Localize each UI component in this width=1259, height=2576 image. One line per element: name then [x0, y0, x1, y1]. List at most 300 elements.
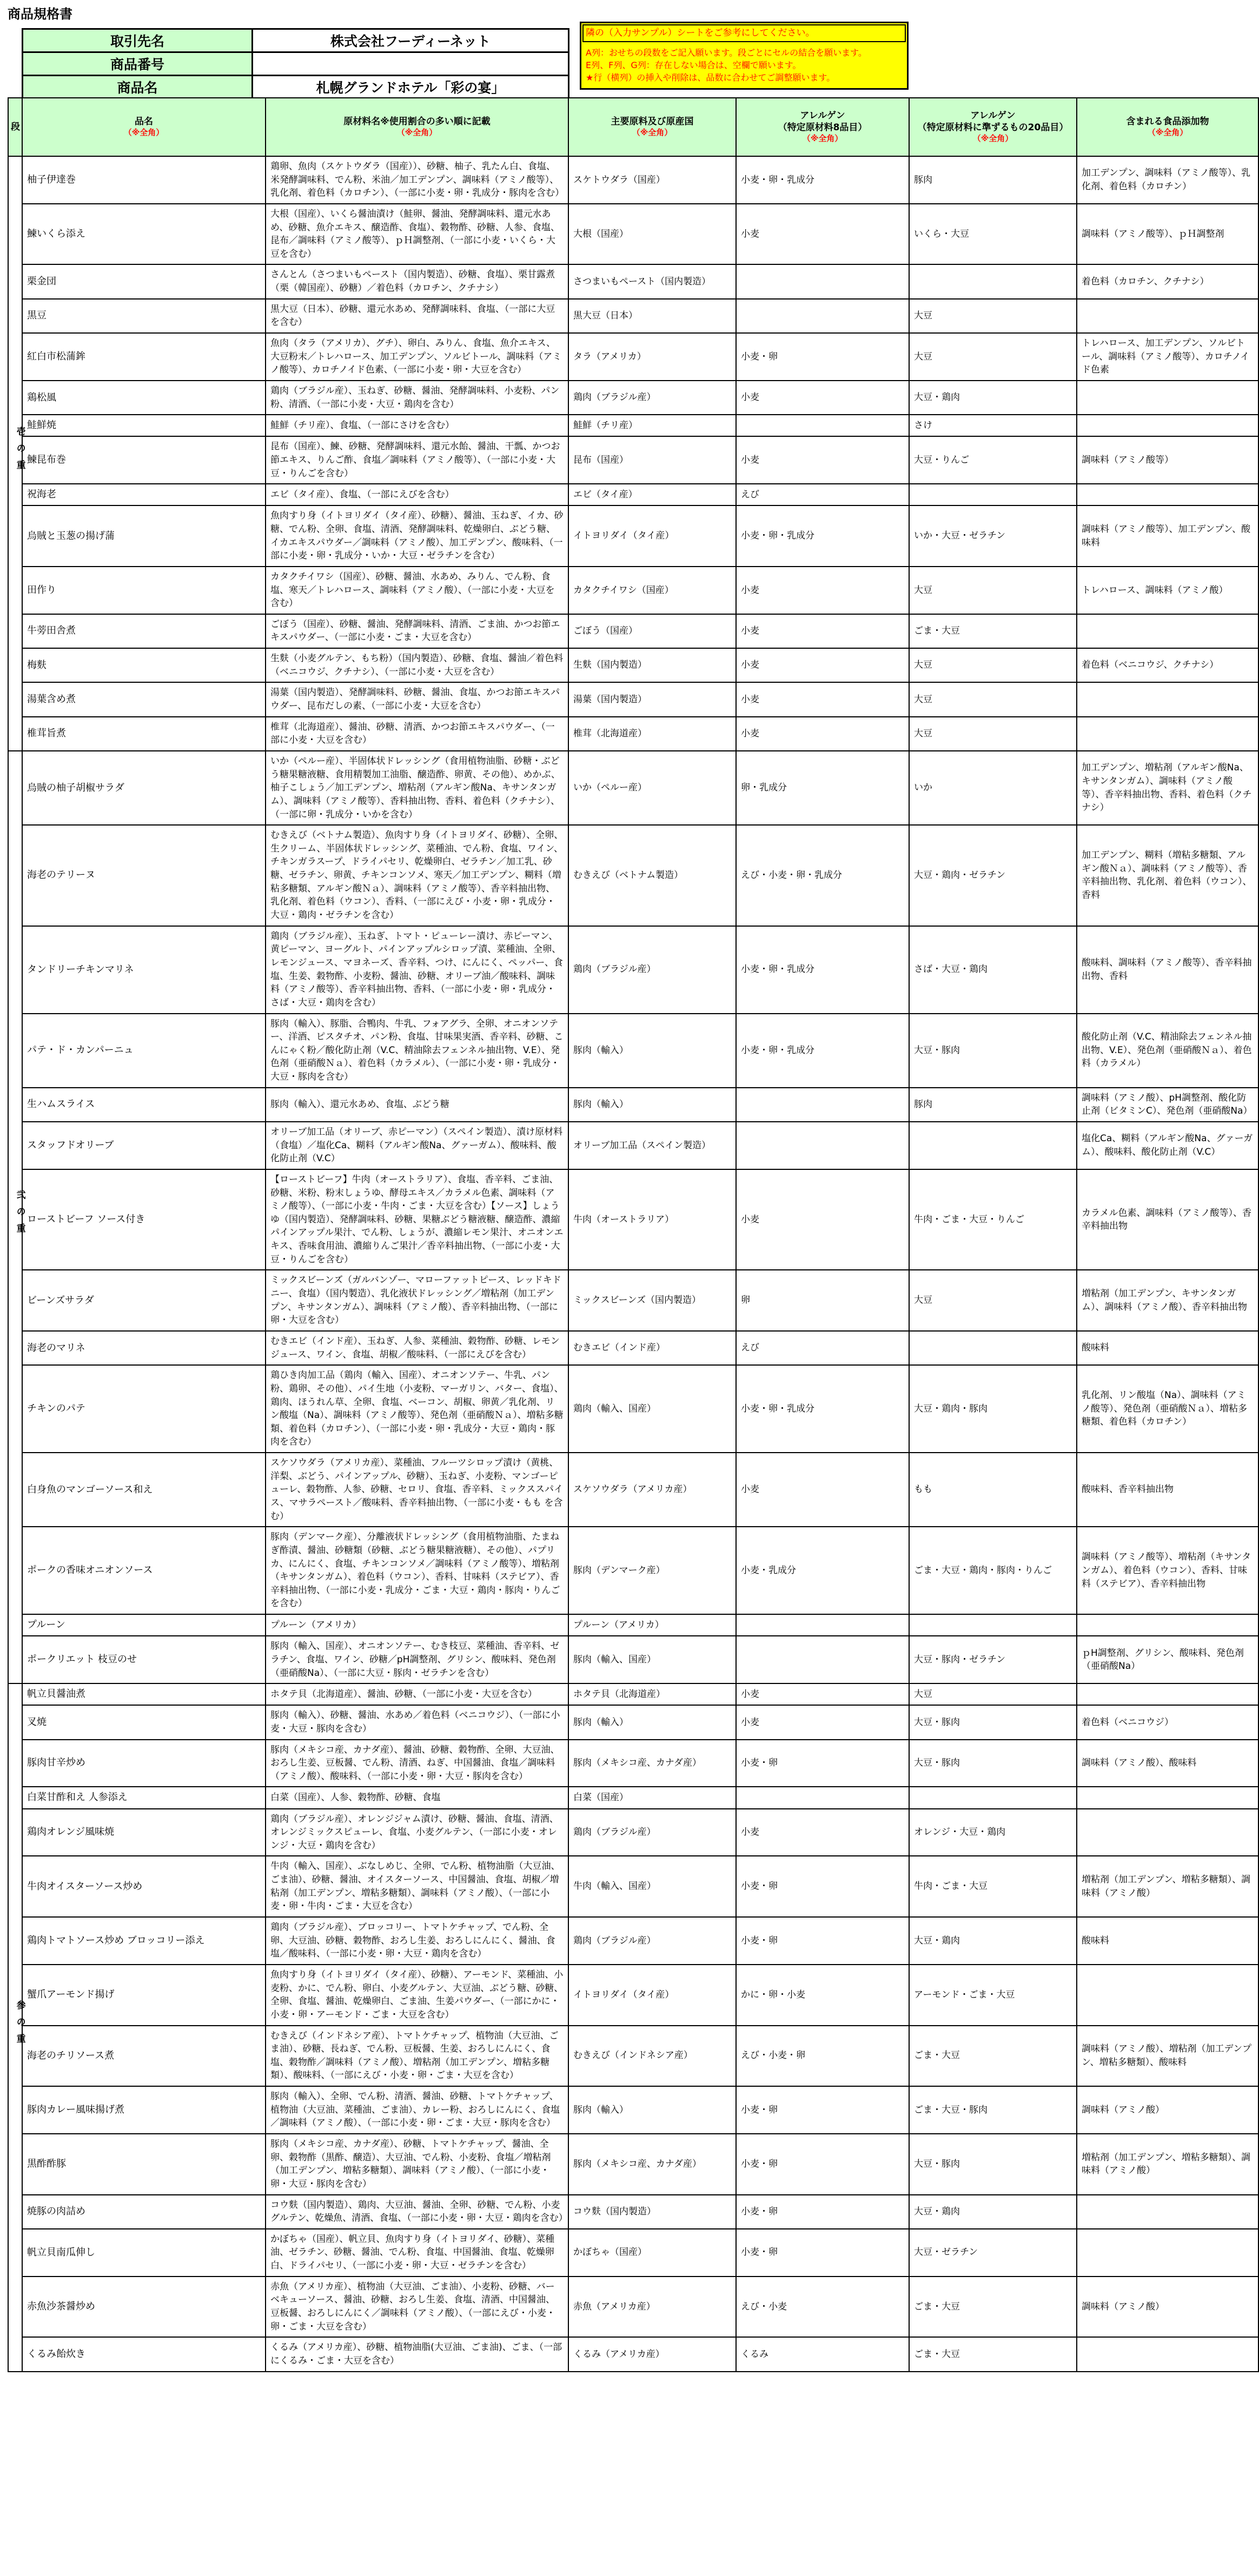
allergen-recommended-cell: 大豆・豚肉・ゼラチン [909, 1636, 1077, 1683]
origin-cell: エビ（タイ産） [568, 484, 736, 505]
table-row [8, 1965, 1258, 2026]
additives-cell: 着色料（カロチン、クチナシ） [1077, 264, 1258, 298]
table-row [8, 1740, 1258, 1787]
product-name-cell: 祝海老 [22, 484, 266, 505]
allergen-required-cell: 小麦 [736, 1453, 909, 1527]
table-row [8, 1453, 1258, 1527]
allergen-required-cell: 小麦 [736, 648, 909, 682]
product-name-cell: タンドリーチキンマリネ [22, 926, 266, 1014]
section-label-cell [8, 1683, 25, 2371]
allergen-recommended-cell: 大豆 [909, 682, 1077, 716]
table-row [8, 717, 1258, 751]
additives-cell [1077, 614, 1258, 648]
additives-cell: 調味料（アミノ酸） [1077, 2277, 1258, 2338]
origin-cell: かぼちゃ（国産） [568, 2229, 736, 2277]
allergen-required-cell: 小麦・卵 [736, 1856, 909, 1917]
additives-cell [1077, 2337, 1258, 2371]
additives-cell: トレハロース、調味料（アミノ酸） [1077, 567, 1258, 614]
table-row [8, 2026, 1258, 2087]
table-row [8, 926, 1258, 1014]
product-name-cell: 梅麩 [22, 648, 266, 682]
table-row [8, 1636, 1258, 1683]
additives-cell [1077, 1809, 1258, 1856]
section-label: 壱の重 [14, 426, 25, 477]
table-row [8, 415, 1258, 436]
origin-cell: スケトウダラ（国産） [568, 156, 736, 204]
ingredients-cell: 牛肉（輸入、国産）、ぶなしめじ、全卵、でん粉、植物油脂（大豆油、ごま油）、砂糖、醤油、オイスターソース、中国醤油、食塩、胡椒／増粘剤（加工デンプン、増粘多糖類）、調味料（アミノ酸）、（一部に小麦・卵・牛肉・ごま・大豆を含む） [266, 1856, 568, 1917]
ingredients-cell: 鶏肉（ブラジル産）、ブロッコリー、トマトケチャップ、でん粉、全卵、大豆油、砂糖、穀物酢、おろし生姜、おろしにんにく、醤油、食塩／酸味料、（一部に小麦・卵・大豆・鶏肉を含む） [266, 1917, 568, 1965]
ingredients-cell: ごぼう（国産）、砂糖、醤油、発酵調味料、清酒、ごま油、かつお節エキスパウダー、（一部に小麦・ごま・大豆を含む） [266, 614, 568, 648]
origin-cell: タラ（アメリカ） [568, 333, 736, 381]
ingredients-cell: むきえび（ベトナム製造）、魚肉すり身（イトヨリダイ、砂糖）、全卵、生クリーム、半固体状ドレッシング、菜種油、でん粉、食塩、ワイン、チキンガラスープ、ドライパセリ、乾燥卵白、ゼラチン／加工乳、砂糖、ゼラチン、卵黄、チキンコンソメ、寒天／加工デンプン、糊料（増粘多糖類、アルギン酸Ｎａ）、調味料（アミノ酸等）、香辛料抽出物、乳化剤、着色料（ウコン）、香料、（一部にえび・小麦・卵・乳成分・大豆・鶏肉・ゼラチンを含む） [266, 825, 568, 926]
origin-cell: オリーブ加工品（スペイン製造） [568, 1122, 736, 1169]
table-row [8, 1270, 1258, 1331]
product-name-cell: 白菜甘酢和え 人参添え [22, 1787, 266, 1808]
origin-cell: スケソウダラ（アメリカ産） [568, 1453, 736, 1527]
column-header-dan: 段 [8, 98, 22, 156]
allergen-required-cell: 小麦・卵 [736, 1917, 909, 1965]
origin-cell: 豚肉（輸入） [568, 1088, 736, 1122]
allergen-required-cell: 卵 [736, 1270, 909, 1331]
product-name-cell: 生ハムスライス [22, 1088, 266, 1122]
table-row [8, 567, 1258, 614]
allergen-recommended-cell: 大豆 [909, 648, 1077, 682]
origin-cell: さつまいもペースト（国内製造） [568, 264, 736, 298]
allergen-recommended-cell: 大豆・りんご [909, 436, 1077, 484]
allergen-recommended-cell: アーモンド・ごま・大豆 [909, 1965, 1077, 2026]
allergen-required-cell [736, 264, 909, 298]
additives-cell: トレハロース、加工デンプン、ソルビトール、調味料（アミノ酸等）、カロチノイド色素 [1077, 333, 1258, 381]
product-name-cell: 湯葉含め煮 [22, 682, 266, 716]
table-row [8, 1122, 1258, 1169]
column-header-ingredients: 原材料名※使用割合の多い順に記載 （※全角） [266, 98, 568, 156]
origin-cell: 豚肉（メキシコ産、カナダ産） [568, 1740, 736, 1787]
origin-cell: カタクチイワシ（国産） [568, 567, 736, 614]
additives-cell [1077, 682, 1258, 716]
product-name-cell: 海老のチリソース煮 [22, 2026, 266, 2087]
column-header-name: 品名 （※全角） [22, 98, 266, 156]
ingredients-cell: 【ローストビーフ】牛肉（オーストラリア）、食塩、香辛料、ごま油、砂糖、米粉、粉末しょうゆ、酵母エキス／カラメル色素、調味料（アミノ酸等）、（一部に小麦・牛肉・ごま・大豆を含む）【ソース】しょうゆ（国内製造）、発酵調味料、砂糖、果糖ぶどう糖液糖、醸造酢、濃縮パインアップル果汁、でん粉、しょうが、濃縮レモン果汁、オニオンエキス、香味食用油、濃縮りんご果汁／香辛料抽出物、（一部に小麦・大豆・りんごを含む） [266, 1169, 568, 1270]
allergen-recommended-cell: 大豆・ゼラチン [909, 2229, 1077, 2277]
spec-table [8, 97, 1259, 2372]
origin-cell: 鶏肉（ブラジル産） [568, 926, 736, 1014]
ingredients-cell: 鶏肉（ブラジル産）、玉ねぎ、トマト・ピューレー漬け、赤ピーマン、黄ピーマン、ヨーグルト、パインアップルシロップ漬、菜種油、全卵、レモンジュース、マヨネーズ、香辛料、つけ、にんにく、ペッパー、食塩、生姜、穀物酢、小麦粉、醤油、砂糖、オリーブ油／酸味料、調味料（アミノ酸等）、香辛料抽出物、香料、（一部に小麦・卵・乳成分・さば・大豆・鶏肉を含む） [266, 926, 568, 1014]
table-row [8, 682, 1258, 716]
ingredients-cell: さんとん（さつまいもペースト（国内製造）、砂糖、食塩）、栗甘露煮（栗（韓国産）、砂糖）／着色料（カロチン、クチナシ） [266, 264, 568, 298]
additives-cell: 調味料（アミノ酸）、酸味料 [1077, 1740, 1258, 1787]
allergen-required-cell: 小麦 [736, 1809, 909, 1856]
origin-cell: 牛肉（輸入、国産） [568, 1856, 736, 1917]
ingredients-cell: 豚肉（輸入）、豚脂、合鴨肉、牛乳、フォアグラ、全卵、オニオンソテー、洋酒、ピスタチオ、パン粉、食塩、甘味果実酒、香辛料、砂糖、こんにゃく粉／酸化防止剤（V.C、精油除去フェンネル抽出物、V.E）、発色剤（亜硝酸Ｎａ）、着色料（カラメル）、（一部に小麦・卵・乳成分・大豆・豚肉を含む） [266, 1014, 568, 1088]
origin-cell: 豚肉（輸入） [568, 1705, 736, 1739]
spec-table-body [8, 156, 1258, 2372]
product-name-cell: 焼豚の肉詰め [22, 2195, 266, 2229]
additives-cell: 加工デンプン、糊料（増粘多糖類、アルギン酸Ｎａ）、調味料（アミノ酸等）、香辛料抽出物、乳化剤、着色料（ウコン）、香料 [1077, 825, 1258, 926]
allergen-recommended-cell: 大豆 [909, 299, 1077, 333]
ingredients-cell: 豚肉（輸入）、砂糖、醤油、水あめ／着色料（ベニコウジ）、（一部に小麦・大豆・豚肉を含む） [266, 1705, 568, 1739]
allergen-recommended-cell: ごま・大豆 [909, 2026, 1077, 2087]
table-row [8, 1683, 1258, 1705]
additives-cell: ｐH調整剤、グリシン、酸味料、発色剤（亜硝酸Na） [1077, 1636, 1258, 1683]
ingredients-cell: スケソウダラ（アメリカ産）、菜種油、フルーツシロップ漬け（黄桃、洋梨、ぶどう、パインアップル、砂糖）、玉ねぎ、小麦粉、マンゴーピューレ、穀物酢、人参、砂糖、セロリ、食塩、香辛料、ミックススパイス、マサラペースト／酸味料、香辛料抽出物、（一部に小麦・もも を含む） [266, 1453, 568, 1527]
allergen-required-cell: 小麦・卵・乳成分 [736, 156, 909, 204]
additives-cell [1077, 717, 1258, 751]
origin-cell: 大根（国産） [568, 204, 736, 265]
ingredients-cell: 鮭鮮（チリ産）、食塩、（一部にさけを含む） [266, 415, 568, 436]
additives-cell: 酸味料、調味料（アミノ酸等）、香辛料抽出物、香料 [1077, 926, 1258, 1014]
additives-cell [1077, 1683, 1258, 1705]
table-row [8, 614, 1258, 648]
allergen-required-cell: えび [736, 1331, 909, 1365]
allergen-recommended-cell [909, 1787, 1077, 1808]
ingredients-cell: 鶏卵、魚肉（スケトウダラ（国産））、砂糖、柚子、乳たん白、食塩、米発酵調味料、でん粉、米油／加工デンプン、調味料（アミノ酸等）、乳化剤、着色料（カロチン）、（一部に小麦・卵・乳成分・豚肉を含む） [266, 156, 568, 204]
allergen-required-cell: 小麦・卵 [736, 2229, 909, 2277]
origin-cell: 黒大豆（日本） [568, 299, 736, 333]
ingredients-cell: かぼちゃ（国産）、帆立貝、魚肉すり身（イトヨリダイ、砂糖）、菜種油、ゼラチン、砂糖、醤油、でん粉、食塩、中国醤油、食塩、乾燥卵白、ドライパセリ、（一部に小麦・卵・大豆・ゼラチンを含む） [266, 2229, 568, 2277]
additives-cell: 調味料（アミノ酸）、pH調整剤、酸化防止剤（ビタミンC）、発色剤（亜硝酸Na） [1077, 1088, 1258, 1122]
product-name-cell: 鰊いくら添え [22, 204, 266, 265]
table-row [8, 1365, 1258, 1453]
additives-cell: 酸味料、香辛料抽出物 [1077, 1453, 1258, 1527]
table-row [8, 333, 1258, 381]
product-name-cell: 海老のテリーヌ [22, 825, 266, 926]
ingredients-cell: ミックスビーンズ（ガルバンゾー、マローファットピース、レッドキドニー、食塩）（国内製造）、乳化液状ドレッシング／増粘剤（加工デンプン、キサンタンガム）、調味料（アミノ酸）、香辛料抽出物、（一部に卵・大豆を含む） [266, 1270, 568, 1331]
header-row-client [23, 29, 569, 52]
table-row [8, 1614, 1258, 1636]
ingredients-cell: 鶏ひき肉加工品（鶏肉（輸入、国産）、オニオンソテー、牛乳、パン粉、鶏卵、その他）、パイ生地（小麦粉、マーガリン、バター、食塩）、鶏肉、ほうれん草、全卵、食塩、ベーコン、胡椒、卵黄／乳化剤、リン酸塩（Na）、調味料（アミノ酸等）、発色剤（亜硝酸Ｎａ）、増粘多糖類、着色料（カロチン）、（一部に小麦・卵・乳成分・大豆・鶏肉・豚肉を含む） [266, 1365, 568, 1453]
product-name-cell: ポークリエット 枝豆のせ [22, 1636, 266, 1683]
allergen-recommended-cell: 大豆 [909, 1270, 1077, 1331]
product-name-cell: 紅白市松蒲鉾 [22, 333, 266, 381]
origin-cell: 鶏肉（ブラジル産） [568, 1809, 736, 1856]
allergen-recommended-cell: さば・大豆・鶏肉 [909, 926, 1077, 1014]
product-name-cell: 牛肉オイスターソース炒め [22, 1856, 266, 1917]
table-row [8, 299, 1258, 333]
allergen-required-cell: えび・小麦 [736, 2277, 909, 2338]
ingredients-cell: 昆布（国産）、鰊、砂糖、発酵調味料、還元水飴、醤油、干瓢、かつお節エキス、りんご酢、食塩／調味料（アミノ酸等）、（一部に小麦・大豆・りんごを含む） [266, 436, 568, 484]
allergen-required-cell: 小麦 [736, 567, 909, 614]
allergen-required-cell: 小麦 [736, 1169, 909, 1270]
product-name-cell: ビーンズサラダ [22, 1270, 266, 1331]
table-row [8, 648, 1258, 682]
allergen-required-cell: 小麦 [736, 682, 909, 716]
table-row [8, 436, 1258, 484]
allergen-required-cell: 小麦 [736, 614, 909, 648]
additives-cell: 着色料（ベニコウジ、クチナシ） [1077, 648, 1258, 682]
product-name-cell: 海老のマリネ [22, 1331, 266, 1365]
table-row [8, 1809, 1258, 1856]
additives-cell [1077, 1614, 1258, 1636]
allergen-recommended-cell: 牛肉・ごま・大豆 [909, 1856, 1077, 1917]
allergen-recommended-cell [909, 264, 1077, 298]
origin-cell: 豚肉（輸入、国産） [568, 1636, 736, 1683]
allergen-recommended-cell: いか [909, 751, 1077, 825]
ingredients-cell: コウ麩（国内製造）、鶏肉、大豆油、醤油、全卵、砂糖、でん粉、小麦グルテン、乾燥魚、清酒、食塩、（一部に小麦・卵・大豆・鶏肉を含む） [266, 2195, 568, 2229]
product-name-cell: 鶏松風 [22, 381, 266, 415]
note-line: A列：おせちの段数をご記入願います。段ごとにセルの結合を願います。 [586, 47, 867, 58]
product-name-cell: 赤魚沙茶醤炒め [22, 2277, 266, 2338]
product-name-cell: 鮭鮮焼 [22, 415, 266, 436]
table-row [8, 2134, 1258, 2195]
origin-cell: イトヨリダイ（タイ産） [568, 505, 736, 567]
additives-cell [1077, 2195, 1258, 2229]
product-name-cell: チキンのパテ [22, 1365, 266, 1453]
table-row [8, 204, 1258, 265]
origin-cell: 椎茸（北海道産） [568, 717, 736, 751]
allergen-required-cell [736, 1636, 909, 1683]
column-header-origin: 主要原料及び原産国 （※全角） [568, 98, 736, 156]
ingredients-cell: くるみ（アメリカ産）、砂糖、植物油脂(大豆油、ごま油)、ごま、（一部にくるみ・ごま・大豆を含む） [266, 2337, 568, 2371]
additives-cell: 酸化防止剤（V.C、精油除去フェンネル抽出物、V.E）、発色剤（亜硝酸Ｎａ）、着色料（カラメル） [1077, 1014, 1258, 1088]
additives-cell: 着色料（ベニコウジ） [1077, 1705, 1258, 1739]
table-row [8, 2195, 1258, 2229]
allergen-required-cell: 小麦 [736, 717, 909, 751]
product-name-cell: 鶏肉オレンジ風味焼 [22, 1809, 266, 1856]
allergen-required-cell: 卵・乳成分 [736, 751, 909, 825]
allergen-recommended-cell: ごま・大豆・豚肉 [909, 2086, 1077, 2134]
table-row [8, 505, 1258, 567]
origin-cell: 鶏肉（ブラジル産） [568, 1917, 736, 1965]
allergen-required-cell: えび [736, 484, 909, 505]
product-name-cell: 帆立貝南瓜伸し [22, 2229, 266, 2277]
allergen-recommended-cell [909, 484, 1077, 505]
allergen-recommended-cell: さけ [909, 415, 1077, 436]
ingredients-cell: 椎茸（北海道産）、醤油、砂糖、清酒、かつお節エキスパウダー、（一部に小麦・大豆を含む） [266, 717, 568, 751]
allergen-required-cell [736, 1614, 909, 1636]
product-name-cell: 豚肉甘辛炒め [22, 1740, 266, 1787]
ingredients-cell: 大根（国産）、いくら醤油漬け（鮭卵、醤油、発酵調味料、還元水あめ、砂糖、魚介エキス、醸造酢、食塩）、穀物酢、砂糖、人参、食塩、昆布／調味料（アミノ酸等）、ｐＨ調整剤、（一部に小麦・いくら・大豆を含む） [266, 204, 568, 265]
document-title: 商品規格書 [8, 6, 72, 22]
ingredients-cell: 魚肉すり身（イトヨリダイ（タイ産）、砂糖）、アーモンド、菜種油、小麦粉、かに、でん粉、卵白、小麦グルテン、大豆油、ぶどう糖、砂糖、全卵、食塩、醤油、乾燥卵白、ごま油、生姜パウダー、（一部にかに・小麦・卵・アーモンド・ごま・大豆を含む） [266, 1965, 568, 2026]
product-name-cell: 蟹爪アーモンド揚げ [22, 1965, 266, 2026]
additives-cell [1077, 415, 1258, 436]
header-info-table [22, 28, 569, 99]
product-name-cell: パテ・ド・カンパーニュ [22, 1014, 266, 1088]
allergen-required-cell: 小麦 [736, 1683, 909, 1705]
table-row [8, 1787, 1258, 1808]
product-name-cell: 烏賊の柚子胡椒サラダ [22, 751, 266, 825]
table-row [8, 825, 1258, 926]
allergen-recommended-cell [909, 1614, 1077, 1636]
header-value [253, 52, 569, 76]
header-label: 商品名 [23, 76, 253, 99]
allergen-required-cell: 小麦 [736, 204, 909, 265]
allergen-required-cell [736, 1122, 909, 1169]
note-line: 隣の（入力サンプル）シートをご参考にしてください。 [582, 24, 906, 42]
allergen-recommended-cell: ごま・大豆 [909, 2337, 1077, 2371]
ingredients-cell: 鶏肉（ブラジル産）、玉ねぎ、砂糖、醤油、発酵調味料、小麦粉、パン粉、清酒、（一部に小麦・大豆・鶏肉を含む） [266, 381, 568, 415]
origin-cell: 生麩（国内製造） [568, 648, 736, 682]
product-name-cell: 柚子伊達巻 [22, 156, 266, 204]
allergen-recommended-cell [909, 1122, 1077, 1169]
allergen-required-cell: 小麦・卵 [736, 2195, 909, 2229]
origin-cell: 湯葉（国内製造） [568, 682, 736, 716]
product-name-cell: 帆立貝醤油煮 [22, 1683, 266, 1705]
header-value: 株式会社フーディーネット [253, 29, 569, 52]
table-row [8, 1088, 1258, 1122]
product-name-cell: くるみ飴炊き [22, 2337, 266, 2371]
product-name-cell: 鶏肉トマトソース炒め ブロッコリー添え [22, 1917, 266, 1965]
table-row [8, 484, 1258, 505]
additives-cell: 塩化Ca、糊料（アルギン酸Na、グァーガム）、酸味料、酸化防止剤（V.C） [1077, 1122, 1258, 1169]
origin-cell: むきえび（ベトナム製造） [568, 825, 736, 926]
allergen-recommended-cell: 豚肉 [909, 156, 1077, 204]
allergen-recommended-cell: 大豆・豚肉 [909, 1705, 1077, 1739]
product-name-cell: ポークの香味オニオンソース [22, 1527, 266, 1614]
allergen-required-cell: くるみ [736, 2337, 909, 2371]
product-name-cell: 豚肉カレー風味揚げ煮 [22, 2086, 266, 2134]
allergen-recommended-cell: いくら・大豆 [909, 204, 1077, 265]
origin-cell: 昆布（国産） [568, 436, 736, 484]
header-label: 取引先名 [23, 29, 253, 52]
table-row [8, 1856, 1258, 1917]
ingredients-cell: 豚肉（輸入）、全卵、でん粉、清酒、醤油、砂糖、トマトケチャップ、植物油（大豆油、菜種油、ごま油）、カレー粉、おろしにんにく、食塩／調味料（アミノ酸）、（一部に小麦・卵・ごま・大豆・豚肉を含む） [266, 2086, 568, 2134]
product-name-cell: 鰊昆布巻 [22, 436, 266, 484]
ingredients-cell: 黒大豆（日本）、砂糖、還元水あめ、発酵調味料、食塩、（一部に大豆を含む） [266, 299, 568, 333]
ingredients-cell: むきえび（インドネシア産）、トマトケチャップ、植物油（大豆油、ごま油）、砂糖、長ねぎ、でん粉、豆板醤、生姜、おろしにんにく、食塩、穀物酢／調味料（アミノ酸）、増粘剤（加工デンプン、増粘多糖類）、酸味料、（一部にえび・小麦・卵・ごま・大豆を含む） [266, 2026, 568, 2087]
product-name-cell: 黒酢酢豚 [22, 2134, 266, 2195]
product-name-cell: 白身魚のマンゴーソース和え [22, 1453, 266, 1527]
ingredients-cell: むきエビ（インド産）、玉ねぎ、人参、菜種油、穀物酢、砂糖、レモンジュース、ワイン、食塩、胡椒／酸味料、（一部にえびを含む） [266, 1331, 568, 1365]
section-label: 弐の重 [14, 1190, 25, 1241]
column-header-row [8, 98, 1258, 156]
allergen-recommended-cell: オレンジ・大豆・鶏肉 [909, 1809, 1077, 1856]
allergen-recommended-cell: 大豆 [909, 333, 1077, 381]
additives-cell: 調味料（アミノ酸等）、増粘剤（キサンタンガム）、着色料（ウコン）、香料、甘味料（ステビア）、香辛料抽出物 [1077, 1527, 1258, 1614]
section-label-cell [8, 751, 25, 1683]
allergen-recommended-cell: 大豆・鶏肉 [909, 2195, 1077, 2229]
note-line: E列、F列、G列：存在しない場合は、空欄で願います。 [586, 59, 801, 70]
origin-cell: ごぼう（国産） [568, 614, 736, 648]
ingredients-cell: 白菜（国産）、人参、穀物酢、砂糖、食塩 [266, 1787, 568, 1808]
allergen-recommended-cell: 大豆・鶏肉・豚肉 [909, 1365, 1077, 1453]
origin-cell: プルーン（アメリカ） [568, 1614, 736, 1636]
additives-cell: 調味料（アミノ酸等）、ｐＨ調整剤 [1077, 204, 1258, 265]
allergen-required-cell: 小麦 [736, 436, 909, 484]
allergen-recommended-cell: 大豆 [909, 1683, 1077, 1705]
header-row-product-name [23, 76, 569, 99]
origin-cell: コウ麩（国内製造） [568, 2195, 736, 2229]
allergen-required-cell: 小麦 [736, 1705, 909, 1739]
column-header-allergen-recommended: アレルゲン （特定原材料に準ずるもの20品目） （※全角） [909, 98, 1077, 156]
allergen-recommended-cell: 大豆 [909, 717, 1077, 751]
additives-cell [1077, 1787, 1258, 1808]
origin-cell: 白菜（国産） [568, 1787, 736, 1808]
section-label: 参の重 [14, 2000, 25, 2051]
additives-cell: 加工デンプン、調味料（アミノ酸等）、乳化剤、着色料（カロチン） [1077, 156, 1258, 204]
ingredients-cell: いか（ペルー産）、半固体状ドレッシング（食用植物油脂、砂糖・ぶどう糖果糖液糖、食用精製加工油脂、醸造酢、卵黄、その他）、めかぶ、柚子こしょう／加工デンプン、増粘剤（アルギン酸Na、キサンタンガム）、調味料（アミノ酸等）、香料抽出物、香料、着色料（クチナシ）、（一部に卵・乳成分・いかを含む） [266, 751, 568, 825]
origin-cell: ホタテ貝（北海道産） [568, 1683, 736, 1705]
ingredients-cell: プルーン（アメリカ） [266, 1614, 568, 1636]
allergen-required-cell: 小麦・卵 [736, 2086, 909, 2134]
origin-cell: むきえび（インドネシア産） [568, 2026, 736, 2087]
additives-cell: 増粘剤（加工デンプン、キサンタンガム）、調味料（アミノ酸）、香辛料抽出物 [1077, 1270, 1258, 1331]
allergen-required-cell [736, 1088, 909, 1122]
allergen-recommended-cell: 牛肉・ごま・大豆・りんご [909, 1169, 1077, 1270]
origin-cell: 牛肉（オーストラリア） [568, 1169, 736, 1270]
column-header-allergen-required: アレルゲン （特定原材料8品目） （※全角） [736, 98, 909, 156]
product-name-cell: ローストビーフ ソース付き [22, 1169, 266, 1270]
allergen-recommended-cell: もも [909, 1453, 1077, 1527]
ingredients-cell: 魚肉すり身（イトヨリダイ（タイ産）、砂糖）、醤油、玉ねぎ、イカ、砂糖、でん粉、全卵、食塩、清酒、発酵調味料、乾燥卵白、ぶどう糖、イカエキスパウダー／調味料（アミノ酸）、加工デンプン、酸味料、（一部に小麦・卵・乳成分・いか・大豆・ゼラチンを含む） [266, 505, 568, 567]
note-line: ★行（横列）の挿入や削除は、品数に合わせてご調整願います。 [586, 72, 836, 83]
ingredients-cell: オリーブ加工品（オリーブ、赤ピーマン）（スペイン製造）、漬け原材料（食塩）／塩化Ca、糊料（アルギン酸Na、グァーガム）、酸味料、酸化防止剤（V.C） [266, 1122, 568, 1169]
origin-cell: 豚肉（輸入） [568, 1014, 736, 1088]
origin-cell: 鶏肉（輸入、国産） [568, 1365, 736, 1453]
table-row [8, 1705, 1258, 1739]
origin-cell: くるみ（アメリカ産） [568, 2337, 736, 2371]
ingredients-cell: カタクチイワシ（国産）、砂糖、醤油、水あめ、みりん、でん粉、食塩、寒天／トレハロース、調味料（アミノ酸）、（一部に小麦・大豆を含む） [266, 567, 568, 614]
ingredients-cell: ホタテ貝（北海道産）、醤油、砂糖、（一部に小麦・大豆を含む） [266, 1683, 568, 1705]
allergen-recommended-cell: 豚肉 [909, 1088, 1077, 1122]
table-row [8, 1169, 1258, 1270]
product-name-cell: 田作り [22, 567, 266, 614]
allergen-required-cell: かに・卵・小麦 [736, 1965, 909, 2026]
ingredients-cell: 湯葉（国内製造）、発酵調味料、砂糖、醤油、食塩、かつお節エキスパウダー、昆布だしの素、（一部に小麦・大豆を含む） [266, 682, 568, 716]
additives-cell: 調味料（アミノ酸） [1077, 2086, 1258, 2134]
table-row [8, 2086, 1258, 2134]
ingredients-cell: 生麩（小麦グルテン、もち粉）（国内製造）、砂糖、食塩、醤油／着色料（ベニコウジ、クチナシ）、（一部に小麦・大豆を含む） [266, 648, 568, 682]
allergen-required-cell [736, 299, 909, 333]
ingredients-cell: 赤魚（アメリカ産）、植物油（大豆油、ごま油）、小麦粉、砂糖、バーベキューソース、醤油、砂糖、おろし生姜、食塩、清酒、中国醤油、豆板醤、おろしにんにく／調味料（アミノ酸）、（一部にえび・小麦・卵・ごま・大豆を含む） [266, 2277, 568, 2338]
allergen-recommended-cell: いか・大豆・ゼラチン [909, 505, 1077, 567]
instruction-note [580, 22, 909, 90]
additives-cell: 調味料（アミノ酸等）、加工デンプン、酸味料 [1077, 505, 1258, 567]
additives-cell: 乳化剤、リン酸塩（Na）、調味料（アミノ酸等）、発色剤（亜硝酸Ｎａ）、増粘多糖類、着色料（カロチン） [1077, 1365, 1258, 1453]
origin-cell: 豚肉（輸入） [568, 2086, 736, 2134]
table-row [8, 1331, 1258, 1365]
allergen-required-cell: えび・小麦・卵 [736, 2026, 909, 2087]
origin-cell: 鶏肉（ブラジル産） [568, 381, 736, 415]
additives-cell [1077, 484, 1258, 505]
allergen-required-cell: 小麦・乳成分 [736, 1527, 909, 1614]
allergen-recommended-cell: 大豆・豚肉 [909, 2134, 1077, 2195]
product-name-cell: 烏賊と玉葱の揚げ蒲 [22, 505, 266, 567]
table-row [8, 264, 1258, 298]
product-name-cell: スタッフドオリーブ [22, 1122, 266, 1169]
additives-cell [1077, 2229, 1258, 2277]
table-row [8, 2277, 1258, 2338]
product-name-cell: 叉焼 [22, 1705, 266, 1739]
table-row [8, 751, 1258, 825]
origin-cell: ミックスビーンズ（国内製造） [568, 1270, 736, 1331]
header-label: 商品番号 [23, 52, 253, 76]
table-row [8, 1527, 1258, 1614]
allergen-required-cell: 小麦・卵・乳成分 [736, 505, 909, 567]
origin-cell: 赤魚（アメリカ産） [568, 2277, 736, 2338]
origin-cell: むきエビ（インド産） [568, 1331, 736, 1365]
table-row [8, 2337, 1258, 2371]
additives-cell: 加工デンプン、増粘剤（アルギン酸Na、キサンタンガム）、調味料（アミノ酸等）、香辛料抽出物、香料、着色料（クチナシ） [1077, 751, 1258, 825]
additives-cell [1077, 381, 1258, 415]
allergen-required-cell: 小麦・卵・乳成分 [736, 1014, 909, 1088]
additives-cell [1077, 1965, 1258, 2026]
allergen-required-cell: えび・小麦・卵・乳成分 [736, 825, 909, 926]
origin-cell: いか（ペルー産） [568, 751, 736, 825]
ingredients-cell: 豚肉（輸入）、還元水あめ、食塩、ぶどう糖 [266, 1088, 568, 1122]
ingredients-cell: 豚肉（デンマーク産）、分離液状ドレッシング（食用植物油脂、たまねぎ酢漬、醤油、砂糖類（砂糖、ぶどう糖果糖液糖）、その他）、パプリカ、にんにく、食塩、チキンコンソメ／調味料（アミノ酸等）、増粘剤（キサンタンガム）、着色料（ウコン）、香料、甘味料（ステビア）、香辛料抽出物、（一部に小麦・乳成分・ごま・大豆・鶏肉・豚肉・りんごを含む） [266, 1527, 568, 1614]
allergen-required-cell: 小麦・卵 [736, 2134, 909, 2195]
allergen-required-cell: 小麦・卵 [736, 333, 909, 381]
table-row [8, 1917, 1258, 1965]
table-row [8, 2229, 1258, 2277]
table-row [8, 156, 1258, 204]
additives-cell: 酸味料 [1077, 1331, 1258, 1365]
allergen-recommended-cell: 大豆・鶏肉 [909, 381, 1077, 415]
allergen-recommended-cell: 大豆・鶏肉 [909, 1917, 1077, 1965]
additives-cell: 調味料（アミノ酸等） [1077, 436, 1258, 484]
allergen-recommended-cell: 大豆・鶏肉・ゼラチン [909, 825, 1077, 926]
